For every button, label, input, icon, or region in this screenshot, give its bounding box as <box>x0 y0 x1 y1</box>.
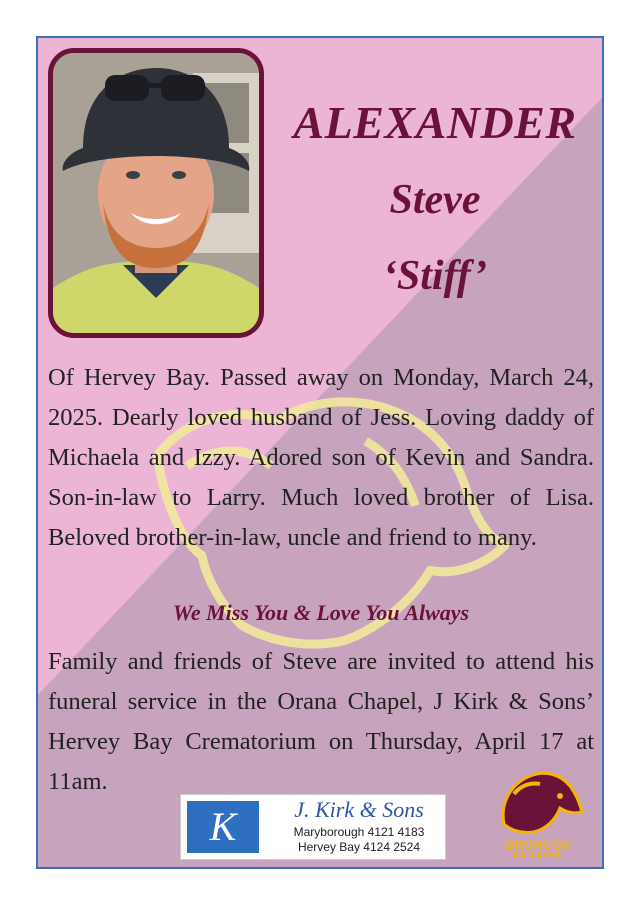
phone-maryborough: Maryborough 4121 4183 <box>293 825 425 839</box>
broncos-wordmark: BRONCOS <box>505 838 571 852</box>
first-name-heading: Steve <box>389 177 481 223</box>
portrait-image <box>53 53 259 333</box>
surname-heading: ALEXANDER <box>293 97 577 148</box>
kirk-logo <box>187 801 259 853</box>
funeral-director-name: J. Kirk & Sons <box>294 797 424 822</box>
service-paragraph: Family and friends of Steve are invited to attend his funeral service in the Orana Chapel, J Kirk & Sons’ Hervey Bay Crematorium on Thursday, April 17 at 11am. <box>48 648 594 795</box>
brisbane-wordmark: BRISBANE <box>513 852 563 859</box>
funeral-director-advert <box>180 794 446 860</box>
nickname-heading: ‘Stiff’ <box>382 253 488 299</box>
broncos-logo <box>490 764 586 864</box>
kirk-logo-letter: K <box>209 804 237 849</box>
notice-card <box>36 36 604 869</box>
phone-hervey-bay: Hervey Bay 4124 2524 <box>297 840 421 854</box>
bronco-horse-icon <box>490 764 586 838</box>
tagline: We Miss You & Love You Always <box>172 600 470 625</box>
notice-paragraph: Of Hervey Bay. Passed away on Monday, March 24, 2025. Dearly loved husband of Jess. Loving daddy of Michaela and Izzy. Adored son of Kevin and Sandra. Son-in-law to Larry. Much loved brother of Lisa. Beloved brother-in-law, uncle and friend to many. <box>48 364 594 551</box>
portrait-photo <box>48 48 264 338</box>
